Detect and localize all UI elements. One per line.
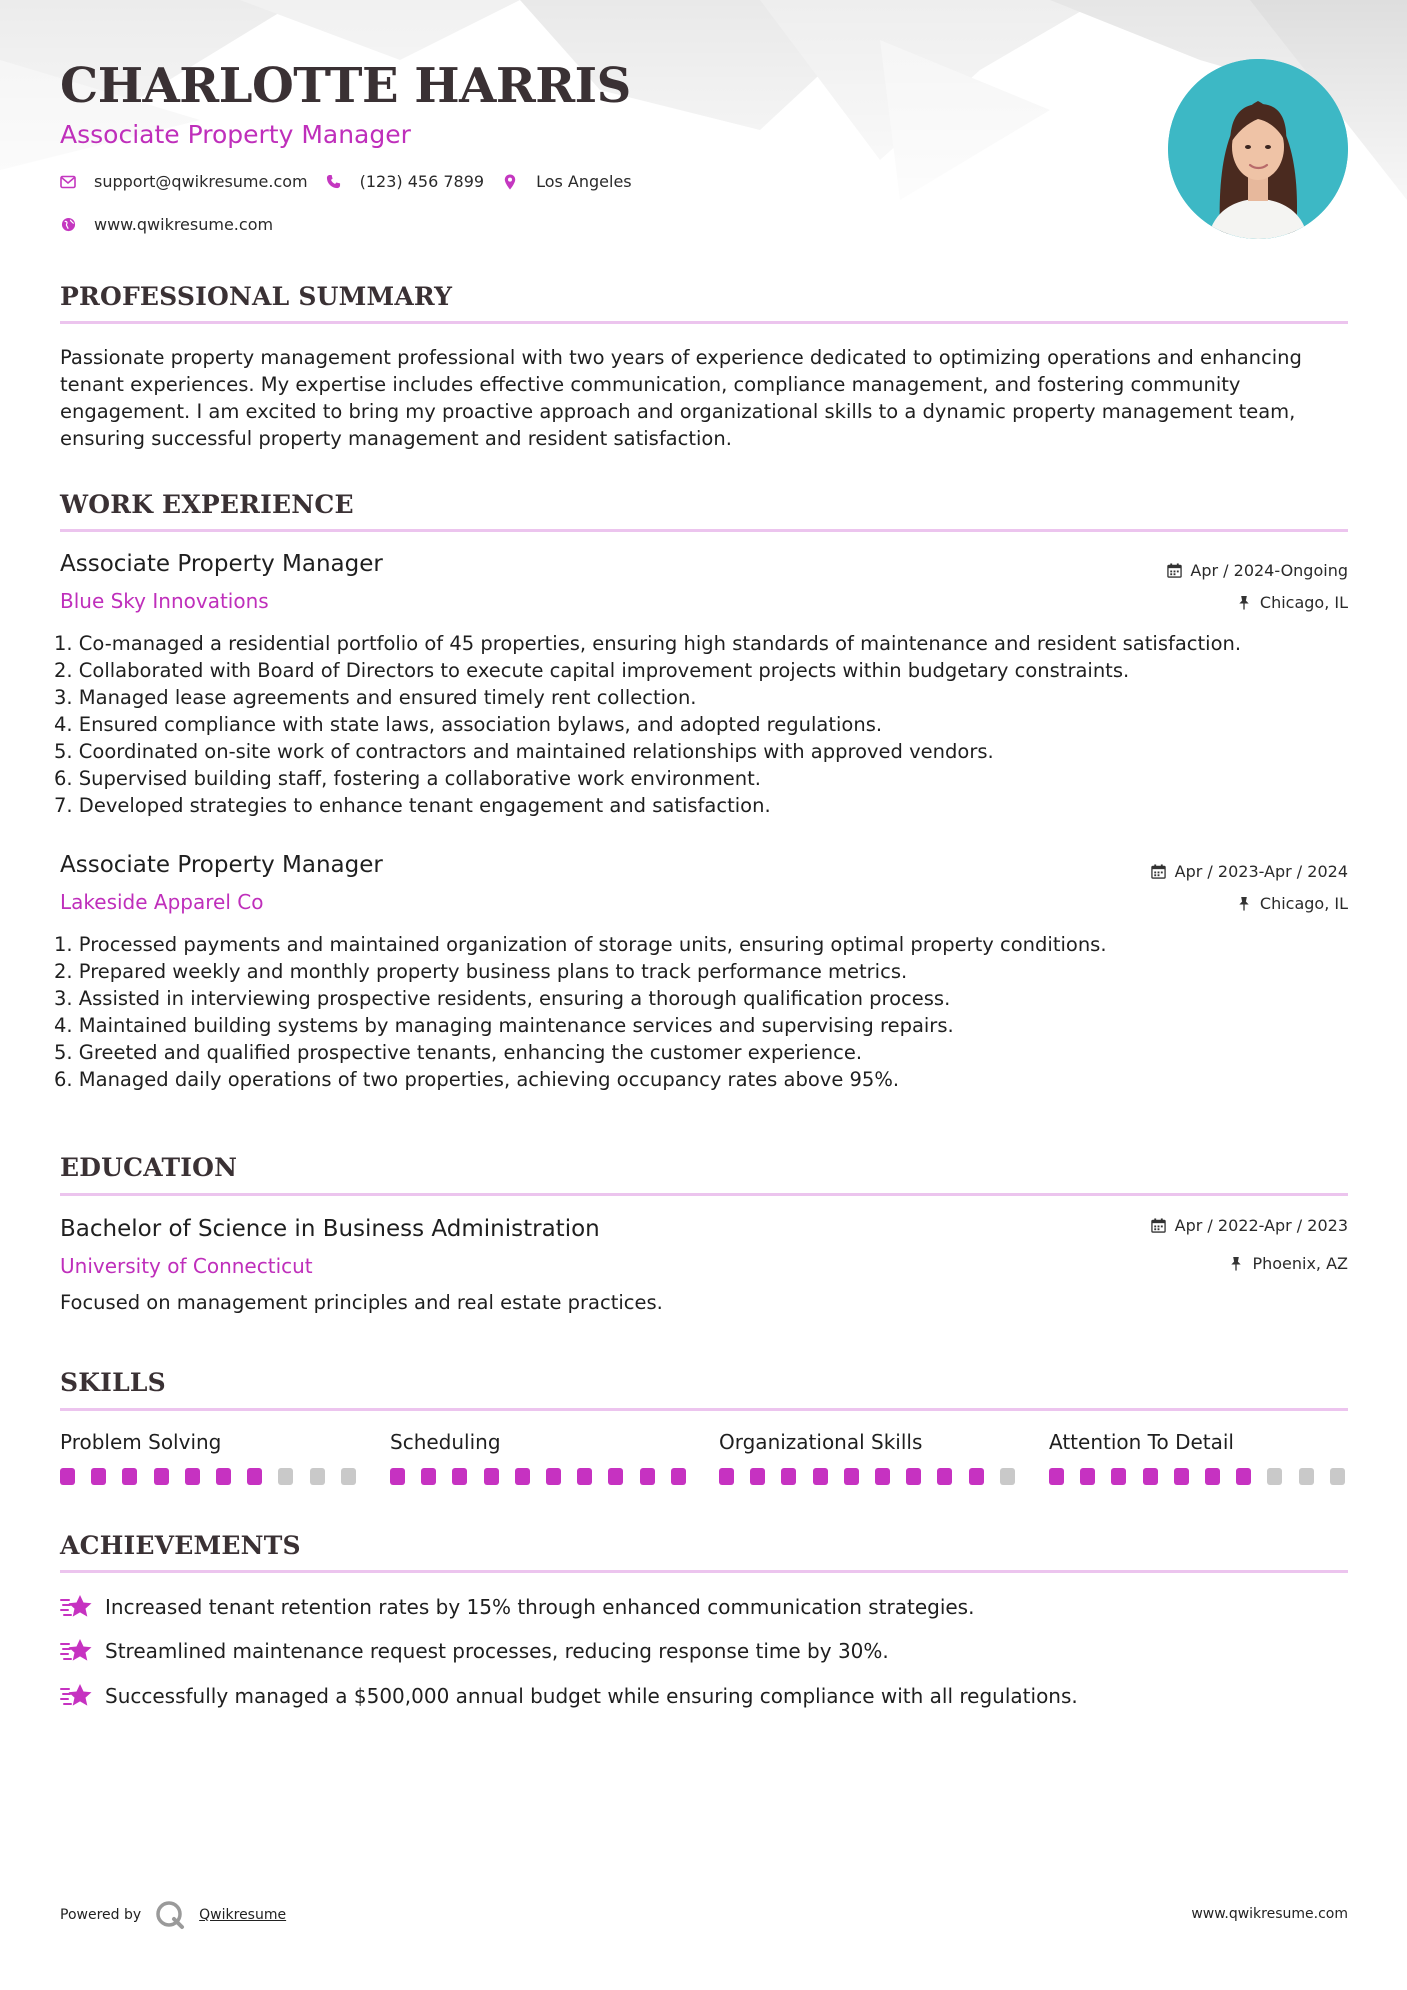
achievement-item: [60, 1681, 1078, 1711]
education-date: [1151, 1216, 1348, 1235]
skill-dot-filled: [640, 1468, 655, 1485]
section-title-experience: WORK EXPERIENCE: [60, 490, 354, 519]
school-name: University of Connecticut: [60, 1254, 313, 1278]
skill-dot-filled: [452, 1468, 467, 1485]
phone-number[interactable]: (123) 456 7899: [359, 172, 485, 191]
star-icon: [60, 1681, 94, 1711]
skill-dot-filled: [122, 1468, 137, 1485]
calendar-icon: [1151, 864, 1167, 880]
list-item: 4. Ensured compliance with state laws, association bylaws, and adopted regulations.: [54, 713, 883, 736]
skill-dot-filled: [484, 1468, 499, 1485]
skill-dot-filled: [1143, 1468, 1158, 1485]
list-item: 1. Processed payments and maintained organization of storage units, ensuring optimal property conditions.: [54, 933, 1107, 956]
calendar-icon: [1151, 1218, 1167, 1234]
footer-powered-by: [60, 1900, 286, 1930]
envelope-icon: [60, 174, 76, 190]
star-icon: [60, 1592, 94, 1622]
achievement-item: [60, 1592, 974, 1622]
skill-dot-filled: [719, 1468, 734, 1485]
job-location-text: Chicago, IL: [1259, 593, 1348, 612]
skill-item: [390, 1430, 690, 1454]
job-title: Associate Property Manager: [60, 852, 383, 878]
skill-dot-empty: [278, 1468, 293, 1485]
education-location-text: Phoenix, AZ: [1252, 1254, 1348, 1273]
resume-page: [54, 0, 1348, 1990]
job-duties-list: [54, 630, 1354, 819]
job-date-text: Apr / 2023-Apr / 2024: [1174, 862, 1348, 881]
skill-dot-filled: [91, 1468, 106, 1485]
location-text: Los Angeles: [536, 172, 632, 191]
skill-dot-filled: [875, 1468, 890, 1485]
pushpin-icon: [1236, 595, 1252, 611]
section-title-education: EDUCATION: [60, 1153, 238, 1182]
candidate-name: CHARLOTTE HARRIS: [60, 58, 631, 114]
skill-level-meter: [1049, 1468, 1361, 1485]
job-location-text: Chicago, IL: [1259, 894, 1348, 913]
list-item: 6. Managed daily operations of two properties, achieving occupancy rates above 95%.: [54, 1068, 900, 1091]
qwikresume-logo-icon: [155, 1900, 185, 1930]
skill-dot-filled: [154, 1468, 169, 1485]
skill-dot-filled: [813, 1468, 828, 1485]
footer-website-link[interactable]: www.qwikresume.com: [1191, 1906, 1348, 1922]
summary-text: Passionate property management professional with two years of experience dedicated to optimizing operations and enhancing tenant experiences. My expertise includes effective communication, compliance management, and fostering community engagement. I am excited to bring my proactive approach and organizational skills to a dynamic property management team, ensuring successful property management and resident satisfaction.: [60, 346, 1302, 450]
skill-level-meter: [390, 1468, 702, 1485]
skill-dot-filled: [608, 1468, 623, 1485]
list-item: 7. Developed strategies to enhance tenant engagement and satisfaction.: [54, 794, 771, 817]
skill-dot-filled: [937, 1468, 952, 1485]
skill-dot-filled: [421, 1468, 436, 1485]
section-divider: [60, 1408, 1348, 1411]
skill-dot-filled: [216, 1468, 231, 1485]
skill-dot-filled: [577, 1468, 592, 1485]
achievement-text: Successfully managed a $500,000 annual budget while ensuring compliance with all regulations.: [105, 1684, 1078, 1708]
degree-title: Bachelor of Science in Business Administration: [60, 1216, 600, 1242]
brand-link[interactable]: Qwikresume: [199, 1907, 287, 1923]
list-item: 3. Assisted in interviewing prospective residents, ensuring a thorough qualification process.: [54, 987, 951, 1010]
skill-dot-empty: [1267, 1468, 1282, 1485]
skill-name: Problem Solving: [60, 1430, 222, 1454]
skill-dot-filled: [906, 1468, 921, 1485]
skill-name: Attention To Detail: [1049, 1430, 1234, 1454]
company-name: Blue Sky Innovations: [60, 589, 269, 613]
powered-by-label: Powered by: [60, 1907, 142, 1923]
skill-dot-filled: [1111, 1468, 1126, 1485]
list-item: 2. Prepared weekly and monthly property business plans to track performance metrics.: [54, 960, 908, 983]
skill-dot-filled: [1174, 1468, 1189, 1485]
achievement-item: [60, 1636, 889, 1666]
phone-icon: [326, 174, 342, 190]
skill-dot-filled: [750, 1468, 765, 1485]
skill-dot-filled: [390, 1468, 405, 1485]
section-divider: [60, 1570, 1348, 1573]
education-description: Focused on management principles and real estate practices.: [60, 1291, 663, 1314]
list-item: 1. Co-managed a residential portfolio of 45 properties, ensuring high standards of maintenance and resident satisfaction.: [54, 632, 1242, 655]
skill-dot-empty: [1000, 1468, 1015, 1485]
pushpin-icon: [1228, 1256, 1244, 1272]
job-date-text: Apr / 2024-Ongoing: [1190, 561, 1348, 580]
skill-dot-filled: [969, 1468, 984, 1485]
skill-dot-filled: [781, 1468, 796, 1485]
skill-dot-empty: [310, 1468, 325, 1485]
skill-dot-filled: [185, 1468, 200, 1485]
section-title-achievements: ACHIEVEMENTS: [60, 1531, 301, 1560]
skill-dot-filled: [247, 1468, 262, 1485]
skill-name: Organizational Skills: [719, 1430, 923, 1454]
section-title-summary: PROFESSIONAL SUMMARY: [60, 282, 453, 311]
skill-level-meter: [719, 1468, 1031, 1485]
job-duties-list: [54, 931, 1354, 1093]
skill-dot-filled: [60, 1468, 75, 1485]
skill-dot-filled: [515, 1468, 530, 1485]
education-date-text: Apr / 2022-Apr / 2023: [1174, 1216, 1348, 1235]
map-pin-icon: [502, 174, 518, 190]
contact-row: [60, 215, 291, 234]
job-date: [1166, 561, 1348, 580]
skill-dot-filled: [1049, 1468, 1064, 1485]
star-icon: [60, 1636, 94, 1666]
skill-dot-filled: [546, 1468, 561, 1485]
section-divider: [60, 529, 1348, 532]
profile-photo: [1168, 59, 1348, 239]
candidate-role: Associate Property Manager: [60, 120, 411, 149]
email-link[interactable]: support@qwikresume.com: [94, 172, 308, 191]
achievement-text: Streamlined maintenance request processes, reducing response time by 30%.: [105, 1639, 889, 1663]
achievement-text: Increased tenant retention rates by 15% through enhanced communication strategies.: [105, 1595, 975, 1619]
list-item: 5. Greeted and qualified prospective tenants, enhancing the customer experience.: [54, 1041, 863, 1064]
list-item: 6. Supervised building staff, fostering a collaborative work environment.: [54, 767, 761, 790]
job-title: Associate Property Manager: [60, 551, 383, 577]
skill-dot-filled: [844, 1468, 859, 1485]
job-date: [1151, 862, 1348, 881]
skill-dot-filled: [1205, 1468, 1220, 1485]
skill-dot-filled: [1236, 1468, 1251, 1485]
calendar-icon: [1166, 563, 1182, 579]
skill-dot-filled: [671, 1468, 686, 1485]
skill-item: [60, 1430, 360, 1454]
contact-row: [60, 172, 650, 191]
section-divider: [60, 321, 1348, 324]
skill-item: [719, 1430, 1019, 1454]
company-name: Lakeside Apparel Co: [60, 890, 264, 914]
list-item: 5. Coordinated on-site work of contractors and maintained relationships with approved vendors.: [54, 740, 994, 763]
website-link[interactable]: www.qwikresume.com: [94, 215, 274, 234]
skill-name: Scheduling: [390, 1430, 501, 1454]
job-location: [1236, 894, 1348, 913]
education-location: [1228, 1254, 1348, 1273]
section-divider: [60, 1193, 1348, 1196]
pushpin-icon: [1236, 896, 1252, 912]
list-item: 4. Maintained building systems by managing maintenance services and supervising repairs.: [54, 1014, 954, 1037]
skill-dot-empty: [1299, 1468, 1314, 1485]
section-title-skills: SKILLS: [60, 1368, 166, 1397]
skill-dot-empty: [341, 1468, 356, 1485]
skill-level-meter: [60, 1468, 372, 1485]
job-location: [1236, 593, 1348, 612]
skill-dot-empty: [1330, 1468, 1345, 1485]
skill-dot-filled: [1080, 1468, 1095, 1485]
globe-icon: [60, 217, 76, 233]
list-item: 3. Managed lease agreements and ensured timely rent collection.: [54, 686, 697, 709]
skill-item: [1049, 1430, 1349, 1454]
list-item: 2. Collaborated with Board of Directors to execute capital improvement projects within budgetary constraints.: [54, 659, 1130, 682]
